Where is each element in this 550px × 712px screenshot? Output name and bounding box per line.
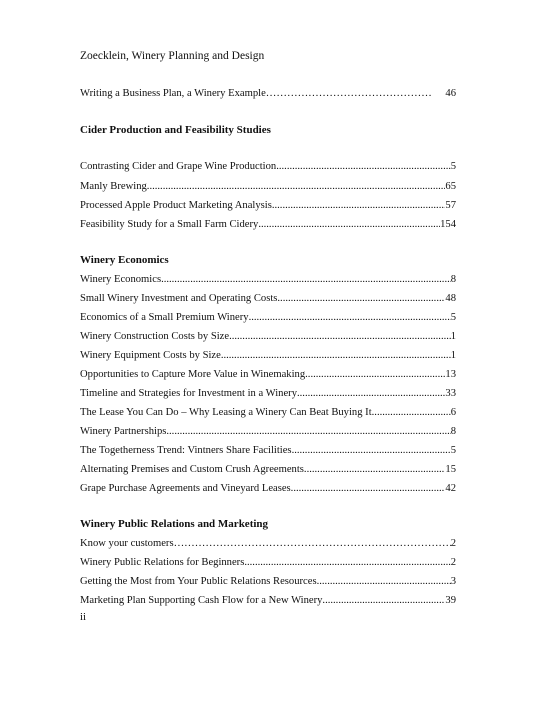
toc-entry[interactable]: The Togetherness Trend: Vintners Share Facilities ..... 5 — [80, 444, 456, 457]
toc-entry[interactable]: Small Winery Investment and Operating Costs ..... 48 — [80, 292, 456, 305]
toc-entry[interactable]: Timeline and Strategies for Investment in a Winery ..... 33 — [80, 387, 456, 400]
toc-entry[interactable]: Economics of a Small Premium Winery ..... 5 — [80, 311, 456, 324]
toc-leader — [174, 537, 451, 550]
toc-entry[interactable]: Getting the Most from Your Public Relations Resources ..... 3 — [80, 575, 456, 588]
toc-leader — [297, 387, 445, 400]
toc-entry[interactable]: Grape Purchase Agreements and Vineyard Leases ..... 42 — [80, 482, 456, 495]
toc-entry[interactable]: Know your customers ……………………………………………………………………………………………………………………………………………………………… 2 — [80, 537, 456, 550]
page-number-footer: ii — [80, 611, 87, 623]
toc-leader — [229, 330, 451, 343]
section-heading-cider: Cider Production and Feasibility Studies — [80, 124, 271, 136]
toc-entry[interactable]: Winery Economics ..... 8 — [80, 273, 456, 286]
toc-entry[interactable]: Alternating Premises and Custom Crush Agreements ..... 15 — [80, 463, 456, 476]
toc-entry-title: Writing a Business Plan, a Winery Example — [80, 88, 266, 99]
toc-leader — [291, 482, 446, 495]
toc-entry[interactable]: Winery Equipment Costs by Size ..... 1 — [80, 349, 456, 362]
toc-leader — [272, 199, 446, 212]
toc-leader — [322, 594, 445, 607]
toc-entry[interactable]: Manly Brewing ..... 65 — [80, 180, 456, 193]
toc-entry-page: 46 — [445, 88, 456, 99]
toc-leader — [372, 406, 451, 419]
toc-entry[interactable]: Winery Construction Costs by Size ..... 1 — [80, 330, 456, 343]
toc-leader — [147, 180, 446, 193]
toc-leader — [266, 87, 432, 100]
toc-leader — [161, 273, 451, 286]
toc-entry[interactable]: Marketing Plan Supporting Cash Flow for a New Winery ..... 39 — [80, 594, 456, 607]
toc-entry[interactable]: Feasibility Study for a Small Farm Cidery ..... 154 — [80, 218, 456, 231]
toc-leader — [304, 463, 445, 476]
running-header: Zoecklein, Winery Planning and Design — [80, 50, 265, 62]
toc-leader — [292, 444, 451, 457]
section-heading-winery-economics: Winery Economics — [80, 254, 169, 266]
toc-entry-business-plan[interactable] — [80, 87, 456, 100]
toc-leader — [305, 368, 445, 381]
toc-leader — [166, 425, 450, 438]
toc-leader — [277, 292, 445, 305]
toc-leader — [258, 218, 440, 231]
toc-leader — [221, 349, 451, 362]
toc-leader — [276, 160, 450, 173]
toc-entry[interactable]: The Lease You Can Do – Why Leasing a Winery Can Beat Buying It ..... 6 — [80, 406, 456, 419]
toc-entry[interactable]: Winery Public Relations for Beginners ..... 2 — [80, 556, 456, 569]
toc-entry[interactable]: Contrasting Cider and Grape Wine Production ..... 5 — [80, 160, 456, 173]
toc-entry[interactable]: Opportunities to Capture More Value in Winemaking ..... 13 — [80, 368, 456, 381]
toc-leader — [249, 311, 451, 324]
toc-entry[interactable]: Processed Apple Product Marketing Analysis ..... 57 — [80, 199, 456, 212]
toc-leader — [244, 556, 450, 569]
section-heading-public-relations: Winery Public Relations and Marketing — [80, 518, 269, 530]
toc-leader — [317, 575, 451, 588]
toc-entry[interactable]: Winery Partnerships ..... 8 — [80, 425, 456, 438]
